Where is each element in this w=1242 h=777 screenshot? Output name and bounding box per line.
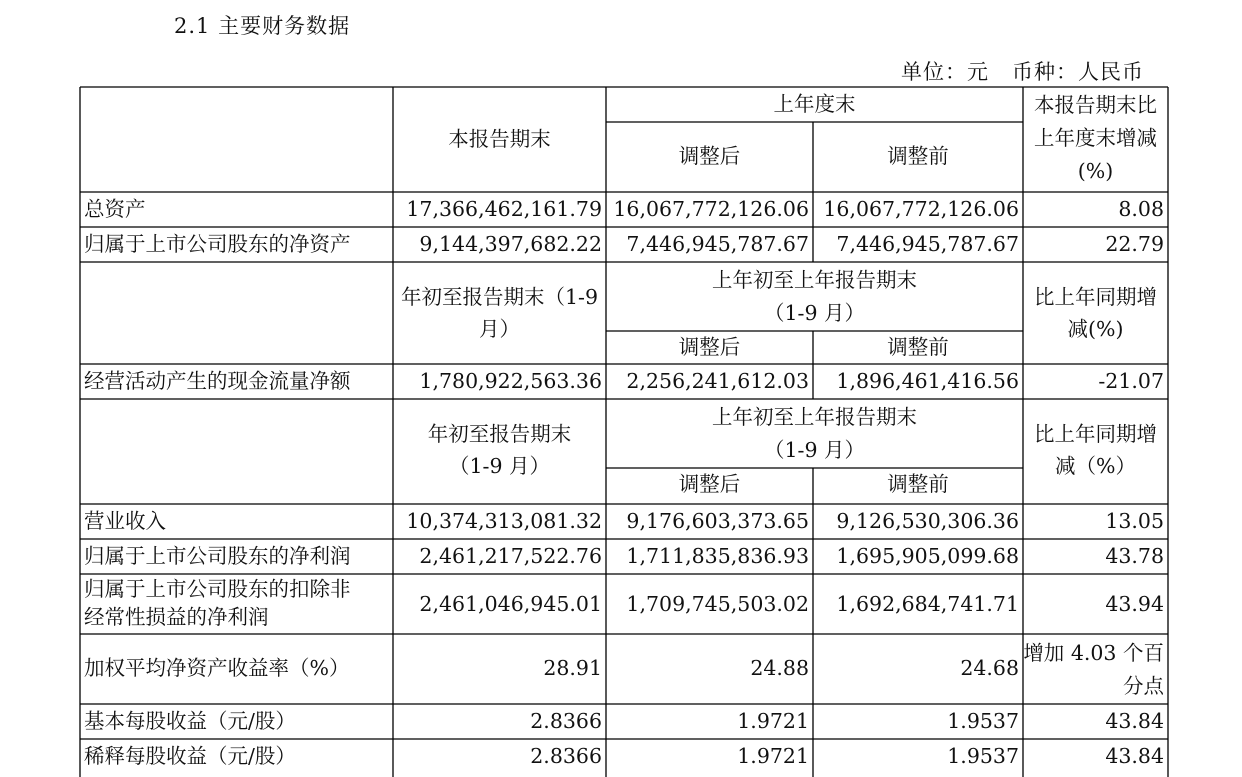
net-profit-adjusted: 1,711,835,836.93 — [626, 544, 809, 568]
roe-before: 24.68 — [960, 656, 1019, 680]
row-label-net-profit-excl: 归属于上市公司股东的扣除非 经常性损益的净利润 — [84, 577, 351, 629]
net-profit-excl-before: 1,692,684,741.71 — [836, 592, 1019, 616]
total-assets-before: 16,067,772,126.06 — [823, 197, 1019, 221]
roe-current: 28.91 — [543, 656, 602, 680]
diluted-eps-current: 2.8366 — [530, 744, 602, 768]
revenue-current: 10,374,313,081.32 — [406, 509, 602, 533]
basic-eps-adjusted: 1.9721 — [737, 709, 809, 733]
section-title: 2.1 主要财务数据 — [174, 14, 351, 38]
header-adjusted-2: 调整后 — [678, 335, 741, 359]
header-ytd-1-9-b: 年初至报告期末 （1-9 月） — [427, 422, 572, 478]
header-prev-year-end: 上年度末 — [773, 92, 856, 116]
row-label-roe: 加权平均净资产收益率（%） — [84, 656, 350, 680]
header-before-adjustment-2: 调整前 — [887, 335, 949, 359]
roe-adjusted: 24.88 — [750, 656, 809, 680]
net-profit-before: 1,695,905,099.68 — [836, 544, 1019, 568]
row-label-operating-cash: 经营活动产生的现金流量净额 — [84, 369, 351, 393]
header-change-yoy-a: 比上年同期增 减(%) — [1034, 285, 1157, 341]
total-assets-change: 8.08 — [1118, 197, 1164, 221]
row-label-revenue: 营业收入 — [84, 509, 166, 533]
revenue-before: 9,126,530,306.36 — [836, 509, 1019, 533]
net-assets-change: 22.79 — [1105, 232, 1164, 256]
net-assets-before: 7,446,945,787.67 — [836, 232, 1019, 256]
row-label-basic-eps: 基本每股收益（元/股） — [84, 709, 296, 733]
header-prev-ytd-b: 上年初至上年报告期末 （1-9 月） — [712, 405, 917, 462]
currency-label: 币种：人民币 — [1012, 60, 1144, 84]
operating-cash-before: 1,896,461,416.56 — [836, 369, 1019, 393]
net-profit-excl-current: 2,461,046,945.01 — [419, 592, 602, 616]
net-profit-excl-change: 43.94 — [1105, 592, 1164, 616]
operating-cash-current: 1,780,922,563.36 — [419, 369, 602, 393]
net-profit-change: 43.78 — [1105, 544, 1164, 568]
revenue-change: 13.05 — [1105, 509, 1164, 533]
net-profit-excl-adjusted: 1,709,745,503.02 — [626, 592, 809, 616]
header-prev-ytd-a: 上年初至上年报告期末 （1-9 月） — [712, 268, 917, 325]
row-label-total-assets: 总资产 — [84, 197, 146, 221]
basic-eps-before: 1.9537 — [947, 709, 1019, 733]
total-assets-adjusted: 16,067,772,126.06 — [613, 197, 809, 221]
total-assets-current: 17,366,462,161.79 — [406, 197, 602, 221]
header-before-adjustment: 调整前 — [887, 144, 949, 168]
roe-change: 增加 4.03 个百 分点 — [1023, 641, 1164, 698]
header-change-vs-prev-year-end: 本报告期末比 上年度末增减 (%) — [1034, 93, 1157, 183]
diluted-eps-change: 43.84 — [1105, 744, 1164, 768]
basic-eps-change: 43.84 — [1105, 709, 1164, 733]
header-before-adjustment-3: 调整前 — [887, 472, 949, 496]
net-profit-current: 2,461,217,522.76 — [419, 544, 602, 568]
diluted-eps-adjusted: 1.9721 — [737, 744, 809, 768]
net-assets-adjusted: 7,446,945,787.67 — [626, 232, 809, 256]
unit-label: 单位：元 — [900, 60, 989, 84]
row-label-net-assets: 归属于上市公司股东的净资产 — [84, 232, 351, 256]
diluted-eps-before: 1.9537 — [947, 744, 1019, 768]
row-label-diluted-eps: 稀释每股收益（元/股） — [84, 744, 296, 768]
header-adjusted-3: 调整后 — [678, 472, 741, 496]
row-label-net-profit: 归属于上市公司股东的净利润 — [84, 544, 351, 568]
operating-cash-change: -21.07 — [1098, 369, 1164, 393]
header-report-period-end: 本报告期末 — [448, 127, 551, 151]
header-change-yoy-b: 比上年同期增 减（%） — [1034, 422, 1157, 478]
header-ytd-1-9-a: 年初至报告期末（1-9 月） — [400, 285, 598, 341]
header-adjusted: 调整后 — [678, 144, 741, 168]
operating-cash-adjusted: 2,256,241,612.03 — [626, 369, 809, 393]
net-assets-current: 9,144,397,682.22 — [419, 232, 602, 256]
revenue-adjusted: 9,176,603,373.65 — [626, 509, 809, 533]
basic-eps-current: 2.8366 — [530, 709, 602, 733]
